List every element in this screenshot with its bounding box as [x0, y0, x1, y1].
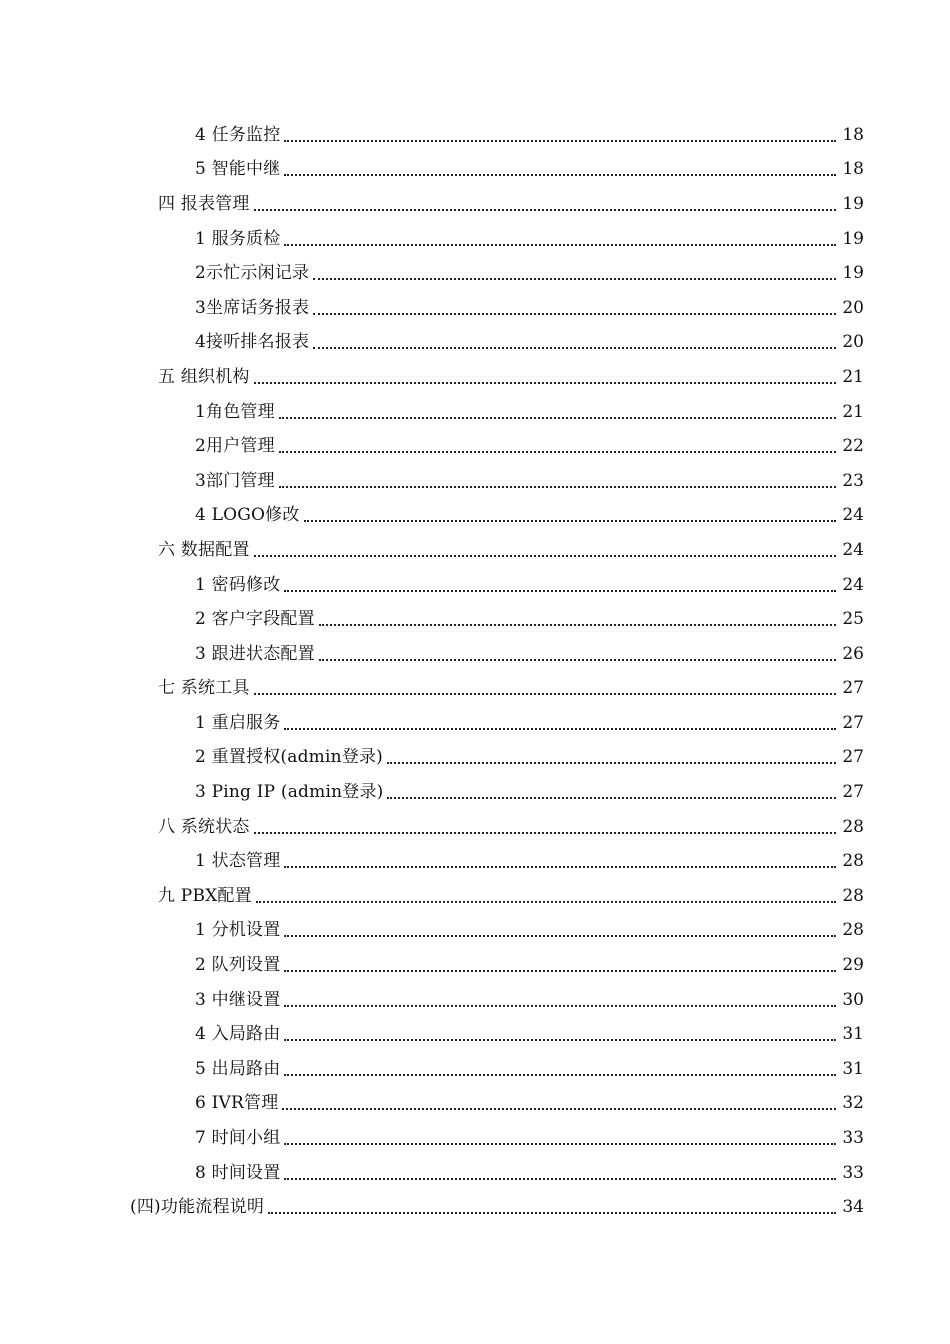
toc-page-number: 26 — [842, 643, 864, 664]
toc-page-number: 21 — [842, 366, 864, 387]
toc-chapter-function-flow[interactable] — [0, 1190, 950, 1225]
toc-page-number: 20 — [842, 332, 864, 353]
toc-entry-busy-idle-records[interactable] — [0, 256, 950, 291]
dot-leader — [313, 277, 836, 280]
toc-entry-title: 8 时间设置 — [195, 1162, 281, 1183]
toc-page-number: 27 — [842, 712, 864, 733]
toc-section-system-status[interactable] — [0, 810, 950, 845]
dot-leader — [319, 623, 836, 626]
toc-entry-title: 2 重置授权(admin登录) — [195, 747, 384, 768]
toc-entry-role-management[interactable] — [0, 395, 950, 430]
dot-leader — [284, 1038, 836, 1041]
toc-page-number: 25 — [842, 609, 864, 630]
toc-entry-title: 九 PBX配置 — [158, 885, 252, 906]
dot-leader — [279, 485, 836, 488]
toc-entry-agent-traffic-report[interactable] — [0, 291, 950, 326]
toc-page-number: 18 — [842, 124, 864, 145]
toc-entry-title: (四)功能流程说明 — [130, 1197, 265, 1218]
dot-leader — [254, 208, 836, 211]
dot-leader — [284, 865, 836, 868]
toc-page-number: 29 — [842, 955, 864, 976]
toc-entry-extension-settings[interactable] — [0, 914, 950, 949]
dot-leader — [284, 969, 836, 972]
dot-leader — [254, 381, 836, 384]
dot-leader — [387, 796, 836, 799]
toc-page-number: 18 — [842, 159, 864, 180]
dot-leader — [279, 450, 836, 453]
toc-entry-title: 2 客户字段配置 — [195, 609, 315, 630]
toc-page-number: 33 — [842, 1128, 864, 1149]
dot-leader — [387, 761, 836, 764]
toc-entry-title: 五 组织机构 — [158, 366, 250, 387]
toc-entry-department-management[interactable] — [0, 464, 950, 499]
toc-page-number: 20 — [842, 297, 864, 318]
toc-page-number: 23 — [842, 470, 864, 491]
dot-leader — [284, 727, 836, 730]
toc-entry-title: 1 状态管理 — [195, 851, 281, 872]
toc-entry-title: 六 数据配置 — [158, 539, 250, 560]
dot-leader — [319, 658, 836, 661]
toc-page-number: 24 — [842, 505, 864, 526]
toc-entry-outbound-routes[interactable] — [0, 1052, 950, 1087]
toc-entry-title: 1角色管理 — [195, 401, 275, 422]
dot-leader — [254, 692, 836, 695]
toc-entry-password-change[interactable] — [0, 568, 950, 603]
toc-entry-time-groups[interactable] — [0, 1121, 950, 1156]
toc-entry-title: 4 任务监控 — [195, 124, 281, 145]
toc-page-number: 33 — [842, 1162, 864, 1183]
toc-entry-title: 4 LOGO修改 — [195, 505, 300, 526]
dot-leader — [284, 1142, 836, 1145]
dot-leader — [282, 1107, 836, 1110]
toc-entry-title: 八 系统状态 — [158, 816, 250, 837]
dot-leader — [254, 831, 836, 834]
toc-entry-follow-up-status-config[interactable] — [0, 637, 950, 672]
dot-leader — [284, 173, 836, 176]
toc-entry-title: 2用户管理 — [195, 436, 275, 457]
dot-leader — [284, 243, 836, 246]
toc-entry-title: 5 智能中继 — [195, 159, 281, 180]
toc-entry-ping-ip[interactable] — [0, 775, 950, 810]
dot-leader — [284, 589, 836, 592]
toc-entry-title: 6 IVR管理 — [195, 1093, 279, 1114]
toc-entry-title: 1 服务质检 — [195, 228, 281, 249]
toc-entry-title: 4接听排名报表 — [195, 332, 310, 353]
dot-leader — [313, 346, 836, 349]
toc-entry-inbound-routes[interactable] — [0, 1017, 950, 1052]
toc-page-number: 28 — [842, 816, 864, 837]
toc-page-number: 30 — [842, 989, 864, 1010]
toc-section-pbx-config[interactable] — [0, 879, 950, 914]
toc-entry-title: 3 Ping IP (admin登录) — [195, 782, 384, 803]
toc-entry-title: 2示忙示闲记录 — [195, 263, 310, 284]
toc-entry-answer-ranking-report[interactable] — [0, 326, 950, 361]
toc-entry-reset-license[interactable] — [0, 741, 950, 776]
dot-leader — [284, 1004, 836, 1007]
toc-page-number: 19 — [842, 228, 864, 249]
toc-entry-customer-field-config[interactable] — [0, 602, 950, 637]
toc-page-number: 27 — [842, 747, 864, 768]
toc-page-number: 24 — [842, 574, 864, 595]
dot-leader — [284, 139, 836, 142]
toc-entry-status-management[interactable] — [0, 844, 950, 879]
dot-leader — [284, 934, 836, 937]
toc-entry-title: 3部门管理 — [195, 470, 275, 491]
dot-leader — [284, 1073, 836, 1076]
toc-entry-title: 5 出局路由 — [195, 1058, 281, 1079]
dot-leader — [256, 900, 836, 903]
toc-entry-ivr-management[interactable] — [0, 1087, 950, 1122]
toc-entry-smart-relay[interactable] — [0, 153, 950, 188]
toc-page-number: 31 — [842, 1024, 864, 1045]
toc-page-number: 22 — [842, 436, 864, 457]
toc-entry-logo-edit[interactable] — [0, 499, 950, 534]
dot-leader — [304, 519, 836, 522]
toc-section-system-tools[interactable] — [0, 672, 950, 707]
toc-page-number: 31 — [842, 1058, 864, 1079]
dot-leader — [268, 1211, 836, 1214]
dot-leader — [279, 416, 836, 419]
toc-entry-title: 7 时间小组 — [195, 1128, 281, 1149]
toc-page-number: 28 — [842, 851, 864, 872]
toc-entry-title: 七 系统工具 — [158, 678, 250, 699]
toc-entry-task-monitor[interactable] — [0, 118, 950, 153]
toc-entry-title: 3 中继设置 — [195, 989, 281, 1010]
toc-page-number: 24 — [842, 539, 864, 560]
toc-entry-time-settings[interactable] — [0, 1156, 950, 1191]
toc-section-data-config[interactable] — [0, 533, 950, 568]
toc-entry-title: 4 入局路由 — [195, 1024, 281, 1045]
toc-page-number: 21 — [842, 401, 864, 422]
toc-entry-title: 1 重启服务 — [195, 712, 281, 733]
toc-entry-title: 3 跟进状态配置 — [195, 643, 315, 664]
dot-leader — [313, 312, 836, 315]
toc-section-report-management[interactable] — [0, 187, 950, 222]
toc-page-number: 27 — [842, 678, 864, 699]
toc-entry-title: 四 报表管理 — [158, 193, 250, 214]
toc-entry-restart-service[interactable] — [0, 706, 950, 741]
toc-page-number: 19 — [842, 193, 864, 214]
toc-section-organization[interactable] — [0, 360, 950, 395]
table-of-contents — [0, 118, 950, 1225]
toc-page-number: 28 — [842, 920, 864, 941]
toc-page-number: 32 — [842, 1093, 864, 1114]
toc-page-number: 34 — [842, 1197, 864, 1218]
toc-page-number: 19 — [842, 263, 864, 284]
toc-entry-service-quality[interactable] — [0, 222, 950, 257]
toc-entry-title: 2 队列设置 — [195, 955, 281, 976]
dot-leader — [254, 554, 836, 557]
dot-leader — [284, 1177, 836, 1180]
toc-page-number: 27 — [842, 782, 864, 803]
toc-entry-title: 3坐席话务报表 — [195, 297, 310, 318]
toc-entry-queue-settings[interactable] — [0, 948, 950, 983]
toc-entry-title: 1 密码修改 — [195, 574, 281, 595]
toc-entry-user-management[interactable] — [0, 429, 950, 464]
toc-entry-trunk-settings[interactable] — [0, 983, 950, 1018]
toc-entry-title: 1 分机设置 — [195, 920, 281, 941]
toc-page-number: 28 — [842, 885, 864, 906]
